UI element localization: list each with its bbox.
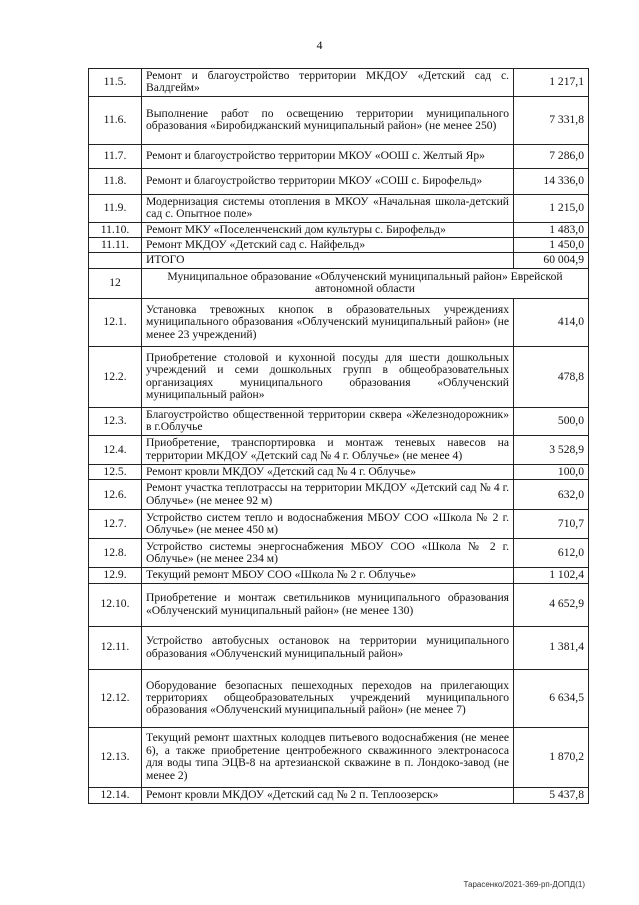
page-number: 4 [316, 38, 323, 52]
section-row [89, 268, 589, 298]
row-number: 12.13. [89, 727, 142, 787]
row-amount: 1 102,4 [514, 568, 589, 583]
table-row [89, 510, 589, 539]
table-row [89, 480, 589, 510]
document-footer: Тарасенко/2021-369-рп-ДОПД(1) [463, 880, 585, 889]
row-number: 11.9. [89, 194, 142, 222]
row-amount: 4 652,9 [514, 583, 589, 626]
table-row [89, 253, 589, 268]
row-description: Установка тревожных кнопок в образовательных учреждениях муниципального образования «Облученский муниципальный район» (не менее 23 учреждений) [142, 298, 514, 346]
table-row [89, 144, 589, 168]
table-row [89, 96, 589, 144]
row-description: Оборудование безопасных пешеходных переходов на прилегающих территориях общеобразовательных учреждений муниципального образования «Облученский муниципальный район» (не менее 7) [142, 669, 514, 727]
row-amount: 6 634,5 [514, 669, 589, 727]
table-row [89, 435, 589, 464]
row-amount: 3 528,9 [514, 435, 589, 464]
row-description: Ремонт и благоустройство территории МКОУ «СОШ с. Бирофельд» [142, 168, 514, 194]
row-description: Ремонт МКДОУ «Детский сад с. Найфельд» [142, 238, 514, 253]
row-amount: 632,0 [514, 480, 589, 510]
row-description: Благоустройство общественной территории сквера «Железнодорожник» в г.Облучье [142, 407, 514, 435]
table-row [89, 168, 589, 194]
row-number: 12.12. [89, 669, 142, 727]
row-amount: 500,0 [514, 407, 589, 435]
row-description: Устройство автобусных остановок на территории муниципального образования «Облученский муниципальный район» [142, 626, 514, 669]
table-row [89, 626, 589, 669]
table-row [89, 238, 589, 253]
row-number: 11.7. [89, 144, 142, 168]
row-description: Ремонт и благоустройство территории МКДОУ «Детский сад с. Валдгейм» [142, 69, 514, 97]
row-description: Модернизация системы отопления в МКОУ «Начальная школа-детский сад с. Опытное поле» [142, 194, 514, 222]
row-amount: 1 217,1 [514, 69, 589, 97]
row-description: Устройство систем тепло и водоснабжения МБОУ СОО «Школа № 2 г. Облучье» (не менее 450 м) [142, 510, 514, 539]
row-amount: 5 437,8 [514, 787, 589, 803]
row-amount: 1 483,0 [514, 222, 589, 237]
row-number: 12.3. [89, 407, 142, 435]
row-description: Выполнение работ по освещению территории муниципального образования «Биробиджанский муниципальный район» (не менее 250) [142, 96, 514, 144]
row-description: ИТОГО [142, 253, 514, 268]
table-row [89, 407, 589, 435]
row-amount: 478,8 [514, 346, 589, 407]
row-number: 11.6. [89, 96, 142, 144]
table-row [89, 583, 589, 626]
row-description: Ремонт МКУ «Поселенченский дом культуры с. Бирофельд» [142, 222, 514, 237]
row-number: 12.8. [89, 539, 142, 568]
row-amount: 1 381,4 [514, 626, 589, 669]
row-number: 11.10. [89, 222, 142, 237]
table-row [89, 194, 589, 222]
row-number: 12.5. [89, 464, 142, 479]
row-description: Приобретение столовой и кухонной посуды для шести дошкольных учреждений и семи дошкольных групп в общеобразовательных организациях муниципального образования «Облученский муниципальный район» [142, 346, 514, 407]
row-number: 12.4. [89, 435, 142, 464]
table-row [89, 787, 589, 803]
table-row [89, 346, 589, 407]
row-number: 12.9. [89, 568, 142, 583]
row-number: 11.5. [89, 69, 142, 97]
row-number: 11.11. [89, 238, 142, 253]
table-row [89, 298, 589, 346]
row-amount: 710,7 [514, 510, 589, 539]
row-number: 12.2. [89, 346, 142, 407]
table-row [89, 727, 589, 787]
row-description: Устройство системы энергоснабжения МБОУ СОО «Школа № 2 г. Облучье» (не менее 234 м) [142, 539, 514, 568]
table-row [89, 222, 589, 237]
row-amount: 7 286,0 [514, 144, 589, 168]
row-amount: 60 004,9 [514, 253, 589, 268]
row-number: 12.6. [89, 480, 142, 510]
row-description: Ремонт и благоустройство территории МКОУ «ООШ с. Желтый Яр» [142, 144, 514, 168]
budget-table [88, 68, 589, 804]
row-number [89, 253, 142, 268]
row-description: Ремонт кровли МКДОУ «Детский сад № 4 г. Облучье» [142, 464, 514, 479]
row-description: Ремонт участка теплотрассы на территории МКДОУ «Детский сад № 4 г. Облучье» (не менее 92 м) [142, 480, 514, 510]
table-row [89, 669, 589, 727]
row-amount: 1 215,0 [514, 194, 589, 222]
row-number: 12.11. [89, 626, 142, 669]
row-description: Приобретение и монтаж светильников муниципального образования «Облученский муниципальный район» (не менее 130) [142, 583, 514, 626]
row-amount: 612,0 [514, 539, 589, 568]
row-number: 12.1. [89, 298, 142, 346]
row-amount: 7 331,8 [514, 96, 589, 144]
row-description: Текущий ремонт шахтных колодцев питьевого водоснабжения (не менее 6), а также приобретение центробежного скважинного электронасоса для воды типа ЭЦВ-8 на артезианской скважине в п. Лондоко-завод (не менее 2) [142, 727, 514, 787]
table-row [89, 69, 589, 97]
row-amount: 1 870,2 [514, 727, 589, 787]
row-description: Текущий ремонт МБОУ СОО «Школа № 2 г. Облучье» [142, 568, 514, 583]
table-row [89, 539, 589, 568]
row-amount: 14 336,0 [514, 168, 589, 194]
row-number: 12.10. [89, 583, 142, 626]
row-number: 12.7. [89, 510, 142, 539]
row-amount: 414,0 [514, 298, 589, 346]
row-number: 11.8. [89, 168, 142, 194]
section-title: Муниципальное образование «Облученский муниципальный район» Еврейской автономной области [142, 268, 589, 298]
row-description: Ремонт кровли МКДОУ «Детский сад № 2 п. Теплоозерск» [142, 787, 514, 803]
row-number: 12.14. [89, 787, 142, 803]
row-amount: 100,0 [514, 464, 589, 479]
row-description: Приобретение, транспортировка и монтаж теневых навесов на территории МКДОУ «Детский сад № 4 г. Облучье» (не менее 4) [142, 435, 514, 464]
row-number: 12 [89, 268, 142, 298]
table-row [89, 568, 589, 583]
table-row [89, 464, 589, 479]
row-amount: 1 450,0 [514, 238, 589, 253]
